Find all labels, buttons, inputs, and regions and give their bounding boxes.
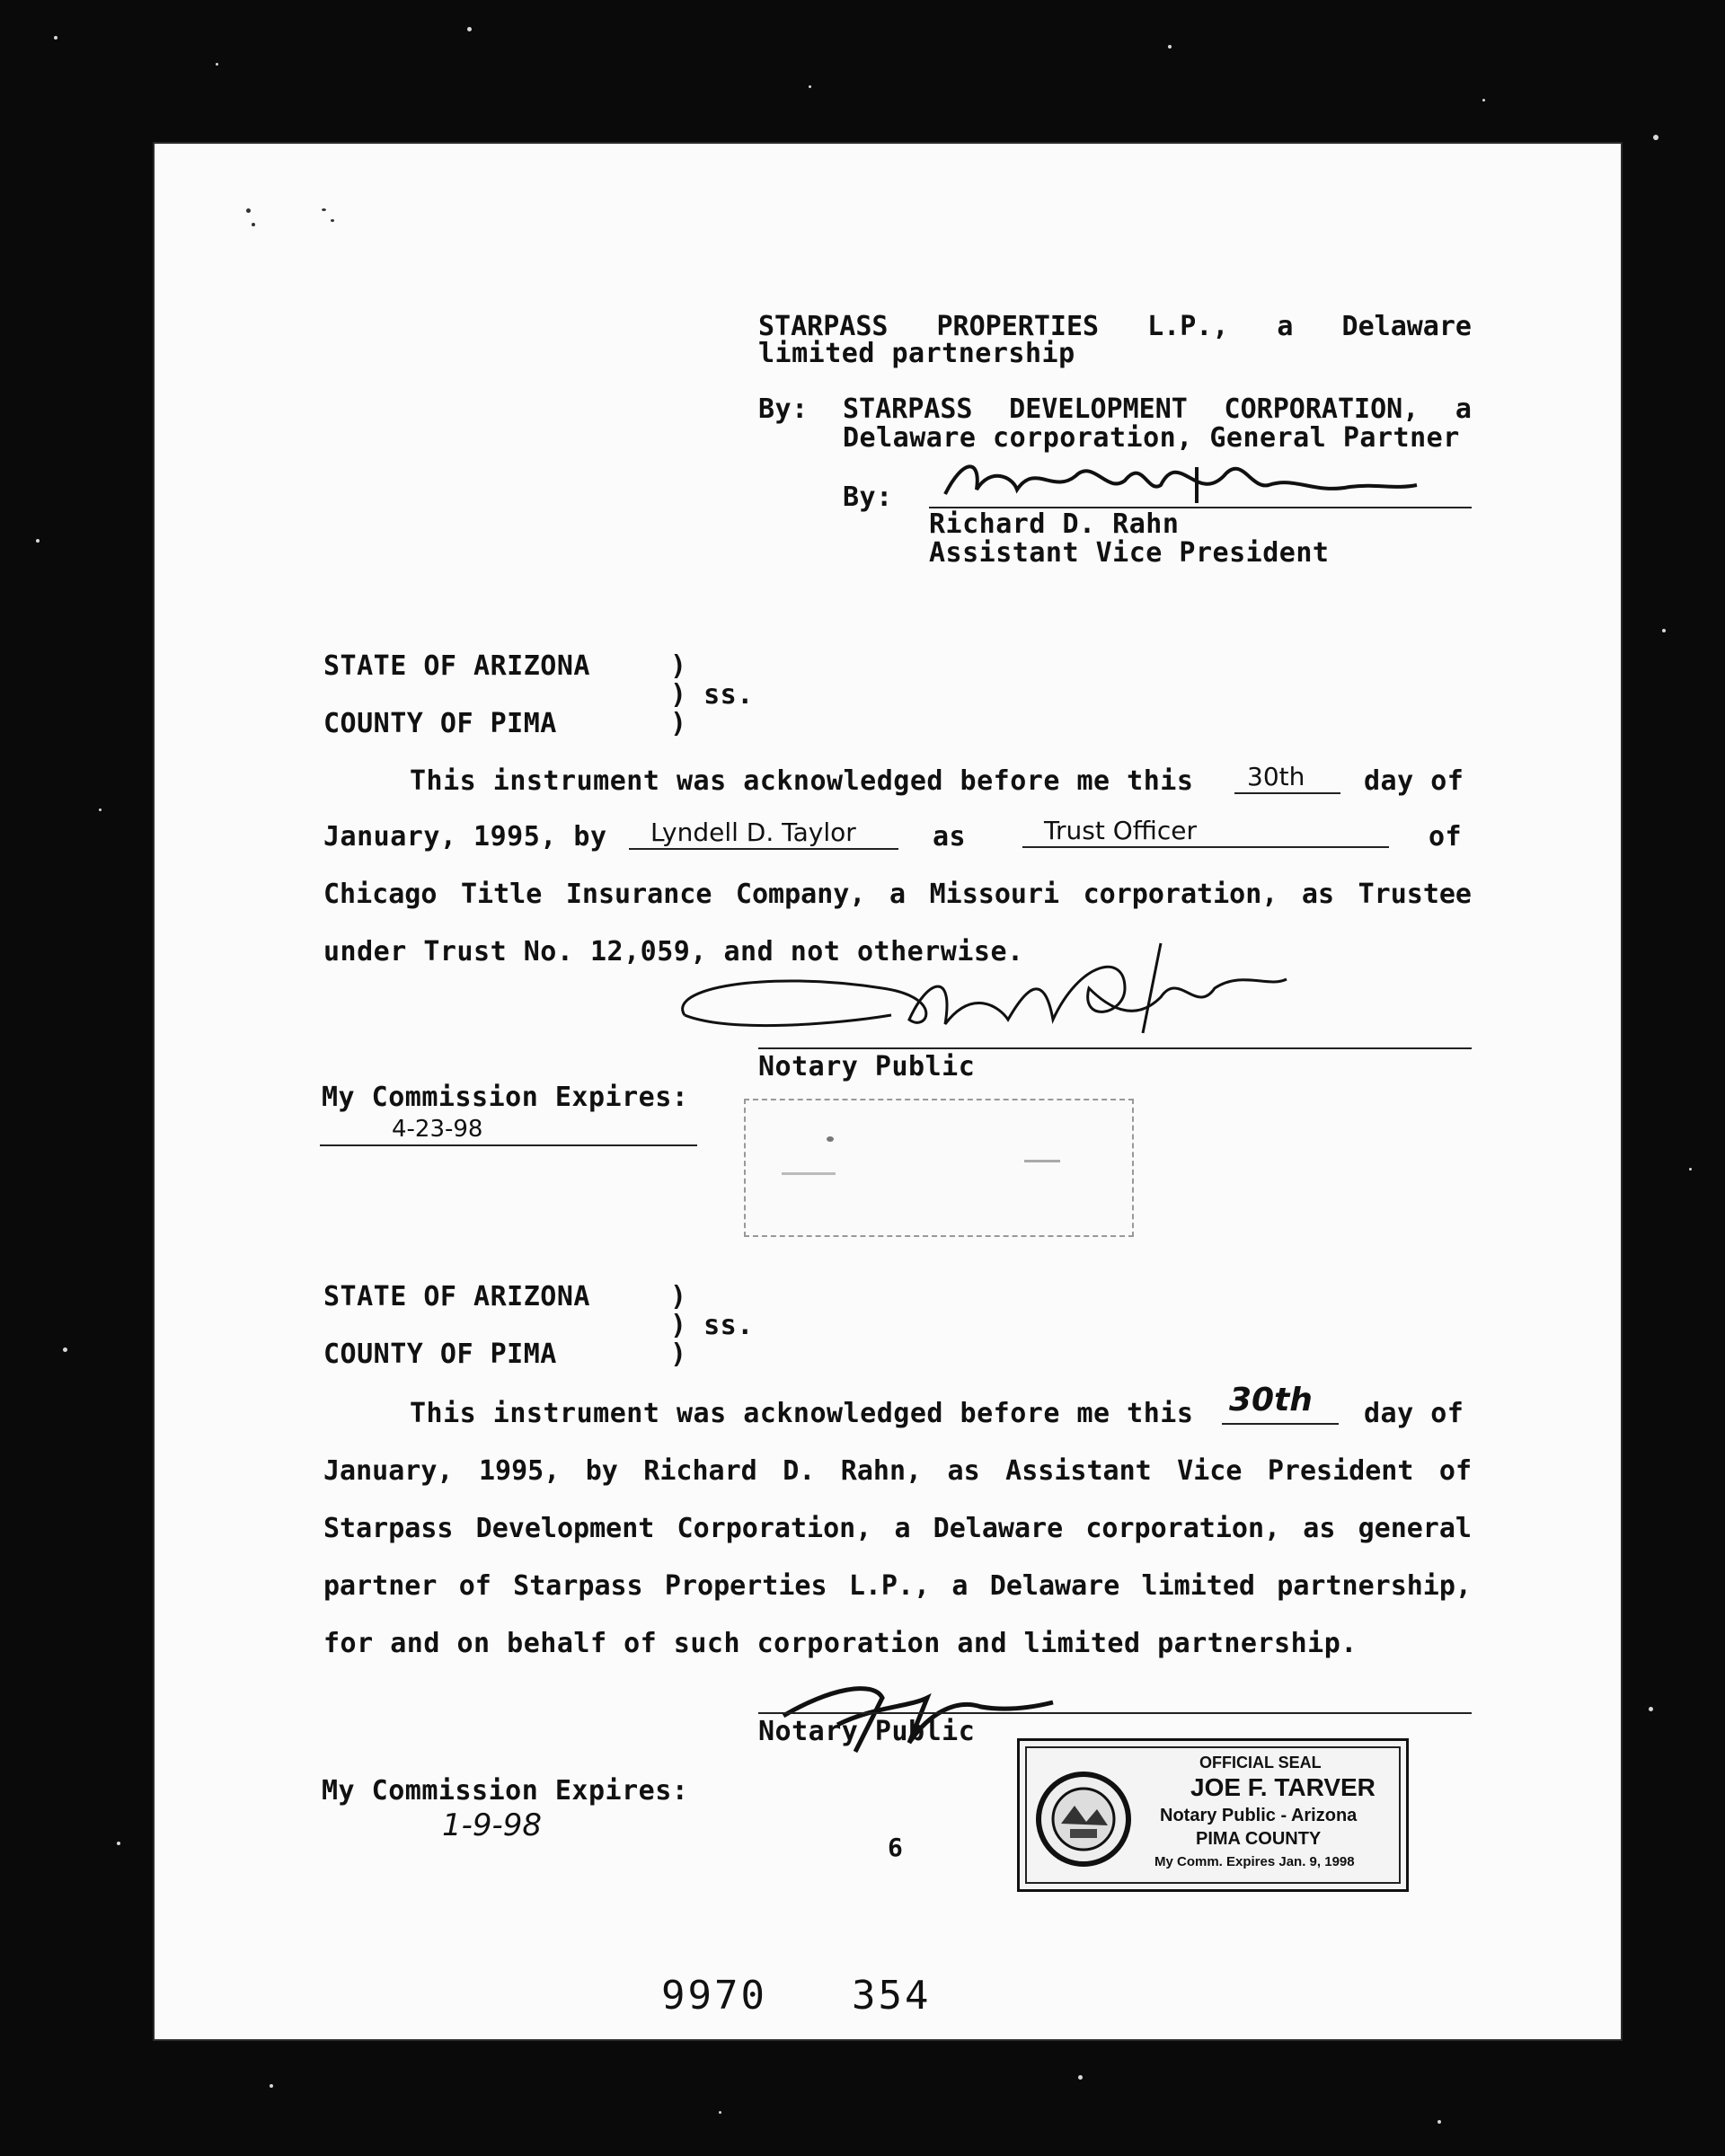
ack-day-of: day of: [1364, 1398, 1464, 1429]
ack-day-of: day of: [1364, 765, 1464, 797]
state-label: STATE OF ARIZONA: [323, 650, 590, 682]
commission-date: 4-23-98: [392, 1116, 483, 1143]
commission-date: 1-9-98: [442, 1807, 543, 1843]
notary-public-label: Notary Public: [758, 1051, 976, 1082]
by-label: By:: [758, 393, 809, 425]
seal-expiry: My Comm. Expires Jan. 9, 1998: [1154, 1854, 1355, 1869]
party-name-line: STARPASS PROPERTIES L.P., a Delaware: [758, 311, 1472, 342]
ack-line-2: January, 1995, by: [323, 821, 607, 853]
seal-mark: [827, 1136, 834, 1142]
venue-paren: ): [670, 650, 687, 682]
ack-line-2: January, 1995, by Richard D. Rahn, as Assistant Vice President of: [323, 1455, 1472, 1487]
party-type-line: limited partnership: [758, 338, 1075, 369]
scan-speck: [1653, 135, 1659, 140]
scan-speck: [719, 2111, 721, 2114]
scan-speck: [36, 539, 40, 543]
page-mark: [331, 219, 334, 222]
scan-speck: [1649, 1707, 1653, 1711]
scan-speck: [99, 808, 102, 811]
blank-line: [1022, 846, 1389, 848]
document-page: [155, 144, 1621, 2039]
signer-name: Richard D. Rahn: [929, 508, 1180, 540]
seal-heading: OFFICIAL SEAL: [1199, 1754, 1322, 1772]
scan-speck: [1438, 2120, 1441, 2124]
ack-line-4: under Trust No. 12,059, and not otherwise.: [323, 936, 1024, 968]
faded-notary-seal: [744, 1099, 1134, 1237]
state-seal-icon: [1034, 1770, 1133, 1869]
ack-line-3: Starpass Development Corporation, a Delaware corporation, as general: [323, 1513, 1472, 1544]
scan-speck: [117, 1842, 120, 1845]
as-label: as: [933, 821, 967, 853]
of-label: of: [1429, 821, 1463, 853]
page-mark: [252, 223, 255, 226]
notary-signature-1: [658, 934, 1394, 1051]
scan-speck: [216, 63, 218, 66]
scan-speck: [1078, 2075, 1083, 2080]
seal-county: PIMA COUNTY: [1196, 1829, 1322, 1849]
scan-speck: [1482, 99, 1485, 102]
scan-speck: [270, 2084, 273, 2088]
page-mark: [246, 208, 251, 213]
ack-day: 30th: [1229, 1382, 1313, 1418]
notary-public-label: Notary Public: [758, 1716, 976, 1747]
venue-paren: ): [670, 1339, 687, 1370]
scan-speck: [1689, 1168, 1692, 1171]
document-code-suffix: 354: [852, 1973, 932, 2019]
scan-speck: [809, 85, 811, 88]
acknowledger-name: Lyndell D. Taylor: [650, 817, 856, 847]
ack-line-5: for and on behalf of such corporation and limited partnership.: [323, 1628, 1358, 1659]
scan-speck: [467, 27, 472, 31]
venue-paren: ): [670, 1281, 687, 1312]
page-number: 6: [888, 1833, 903, 1862]
venue-ss: ) ss.: [670, 1310, 754, 1341]
document-code-prefix: 9970: [661, 1973, 767, 2019]
seal-notary-name: JOE F. TARVER: [1190, 1773, 1376, 1801]
ack-line-3: Chicago Title Insurance Company, a Missouri corporation, as Trustee: [323, 879, 1472, 910]
seal-mark: [782, 1172, 836, 1175]
signature-line: [758, 1047, 1472, 1049]
venue-ss: ) ss.: [670, 679, 754, 711]
official-notary-seal: [1017, 1738, 1409, 1892]
signer-title: Assistant Vice President: [929, 537, 1330, 569]
page-mark: [322, 208, 326, 211]
commission-label: My Commission Expires:: [322, 1082, 689, 1113]
general-partner-type: Delaware corporation, General Partner: [843, 422, 1460, 454]
commission-label: My Commission Expires:: [322, 1775, 689, 1807]
ack-line-1: This instrument was acknowledged before me this: [410, 765, 1194, 797]
scan-speck: [1662, 629, 1666, 632]
blank-line: [1234, 792, 1340, 794]
scan-speck: [63, 1348, 67, 1352]
signature-line: [758, 1712, 1472, 1714]
blank-line: [1222, 1423, 1339, 1425]
acknowledger-capacity: Trust Officer: [1044, 816, 1197, 845]
ack-line-1: This instrument was acknowledged before me this: [410, 1398, 1194, 1429]
state-label: STATE OF ARIZONA: [323, 1281, 590, 1312]
general-partner-line: STARPASS DEVELOPMENT CORPORATION, a: [843, 393, 1472, 425]
ack-day: 30th: [1247, 762, 1305, 791]
seal-commission: Notary Public - Arizona: [1160, 1806, 1358, 1825]
scan-speck: [54, 36, 58, 40]
seal-mark: [1024, 1160, 1060, 1162]
county-label: COUNTY OF PIMA: [323, 1339, 557, 1370]
by-label-2: By:: [843, 482, 893, 513]
ack-line-4: partner of Starpass Properties L.P., a Delaware limited partnership,: [323, 1570, 1472, 1602]
scan-speck: [1168, 45, 1172, 49]
venue-paren: ): [670, 708, 687, 739]
county-label: COUNTY OF PIMA: [323, 708, 557, 739]
blank-line: [629, 848, 898, 850]
blank-line: [320, 1144, 697, 1146]
